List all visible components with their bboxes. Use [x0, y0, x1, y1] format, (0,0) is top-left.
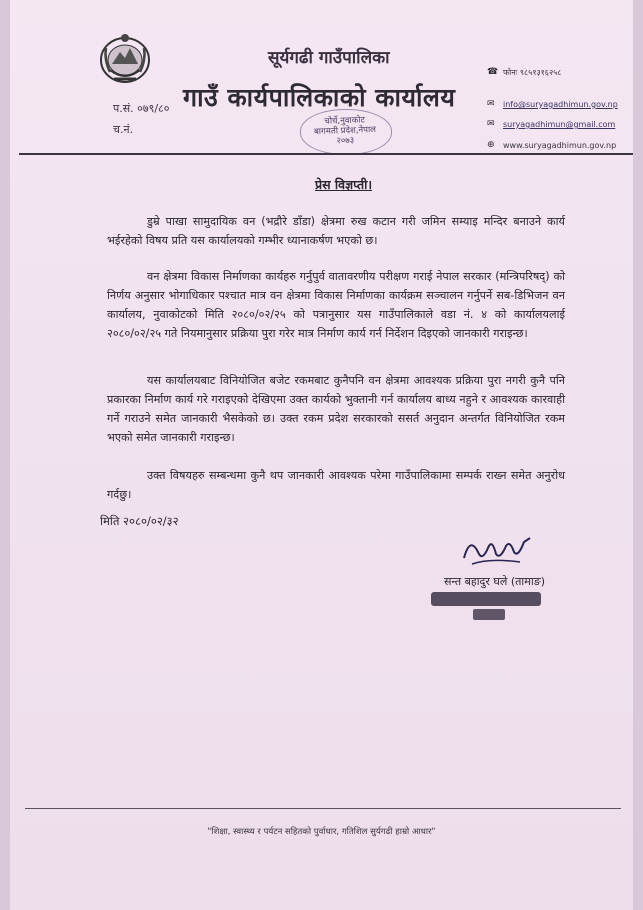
official-seal-stamp: [427, 589, 547, 623]
page-edge-right: [633, 0, 643, 910]
phone-icon: ☎: [487, 67, 499, 77]
body-paragraph: डुम्रे पाखा सामुदायिक वन (भद्रौरे डाँडा) क्षेत्रमा रुख कटान गरी जमिन सम्याइ मन्दिर बनाउने कार्य भईरहेको विषय प्रति यस कार्यालयको गम्भीर ध्यानाकर्षण भएको छ।: [107, 215, 565, 247]
header-divider: [19, 153, 633, 155]
office-stamp-text: [306, 115, 385, 148]
reference-number: प.सं. ०७९/८०: [113, 102, 170, 115]
contact-website: [487, 141, 616, 150]
email-info-link[interactable]: info@suryagadhimun.gov.np: [503, 100, 618, 109]
body-paragraph: यस कार्यालयबाट विनियोजित बजेट रकमबाट कुनैपनि वन क्षेत्रमा आवश्यक प्रक्रिया पुरा नगरी कुनै पनि प्रकारका निर्माण कार्य गरे गराइएको देखिएमा उक्त कार्यको भुक्तानी गर्न कार्यालय बाध्य नहुने र आवश्यक कारवाही गर्ने गराउने समेत जानकारी भैसकेको छ। उक्त रकम प्रदेश सरकारको ससर्त अनुदान अन्तर्गत विनियोजित रकम भएको समेत जानकारी गराइन्छ।: [107, 374, 565, 444]
website-link[interactable]: www.suryagadhimun.gov.np: [503, 141, 617, 150]
footer-divider: [25, 808, 621, 809]
globe-icon: ⊕: [487, 140, 495, 150]
stamp-line: २०७३: [336, 135, 355, 147]
email-gmail-link[interactable]: suryagadhimun@gmail.com: [503, 120, 616, 129]
press-release-heading: प्रेस विज्ञप्ती।: [315, 177, 373, 192]
office-name: सूर्यगढी गाउँपालिका: [268, 48, 390, 68]
stamp-line: बागमती प्रदेश,नेपाल: [313, 124, 377, 138]
office-title: गाउँ कार्यपालिकाको कार्यालय: [183, 83, 456, 112]
signer-name: सन्त बहादुर घले (तामाङ): [444, 575, 545, 588]
nepal-emblem-icon: [96, 30, 154, 86]
stamp-line: चोर्चे,नुवाकोट: [324, 115, 365, 127]
dispatch-number: च.नं.: [113, 123, 134, 136]
letter-date: मिति २०८०/०२/३२: [100, 514, 179, 528]
envelope-icon: ✉: [487, 119, 495, 129]
contact-email-info: [487, 100, 618, 109]
body-paragraph: उक्त विषयहरु सम्बन्धमा कुनै थप जानकारी आवश्यक परेमा गाउँपालिकामा सम्पर्क राख्न समेत अनुरोध गर्दछु।: [107, 469, 565, 501]
envelope-icon: ✉: [487, 99, 495, 109]
contact-email-gmail: [487, 120, 615, 129]
contact-phone: [487, 67, 561, 78]
page-edge-left: [0, 0, 10, 910]
footer-motto: "शिक्षा, स्वास्थ्य र पर्यटन सहितको पुर्वाधार, गतिशिल सुर्यगढी हाम्रो आधार": [207, 827, 436, 837]
phone-number: फोनः ९८५१३१६२५८: [503, 68, 562, 77]
body-paragraph: वन क्षेत्रमा विकास निर्माणका कार्यहरु गर्नुपुर्व वातावरणीय परीक्षण गराई नेपाल सरकार (मन्त्रिपरिषद्) को निर्णय अनुसार भोगाधिकार पश्चात मात्र वन क्षेत्रमा विकास निर्माणका कार्यक्रम सञ्चालन गर्नुपर्ने सब-डिभिजन वन कार्यालय, नुवाकोटको मिति २०८०/०२/२५ को पत्रानुसार यस गाउँपालिकाले वडा नं. ४ को कार्यालयलाई २०८०/०२/२५ गते नियमानुसार प्रक्रिया पुरा गरेर मात्र निर्माण कार्य गर्न निर्देशन दिइएको जानकारी गराइन्छ।: [107, 270, 565, 340]
handwritten-signature: [460, 528, 540, 570]
